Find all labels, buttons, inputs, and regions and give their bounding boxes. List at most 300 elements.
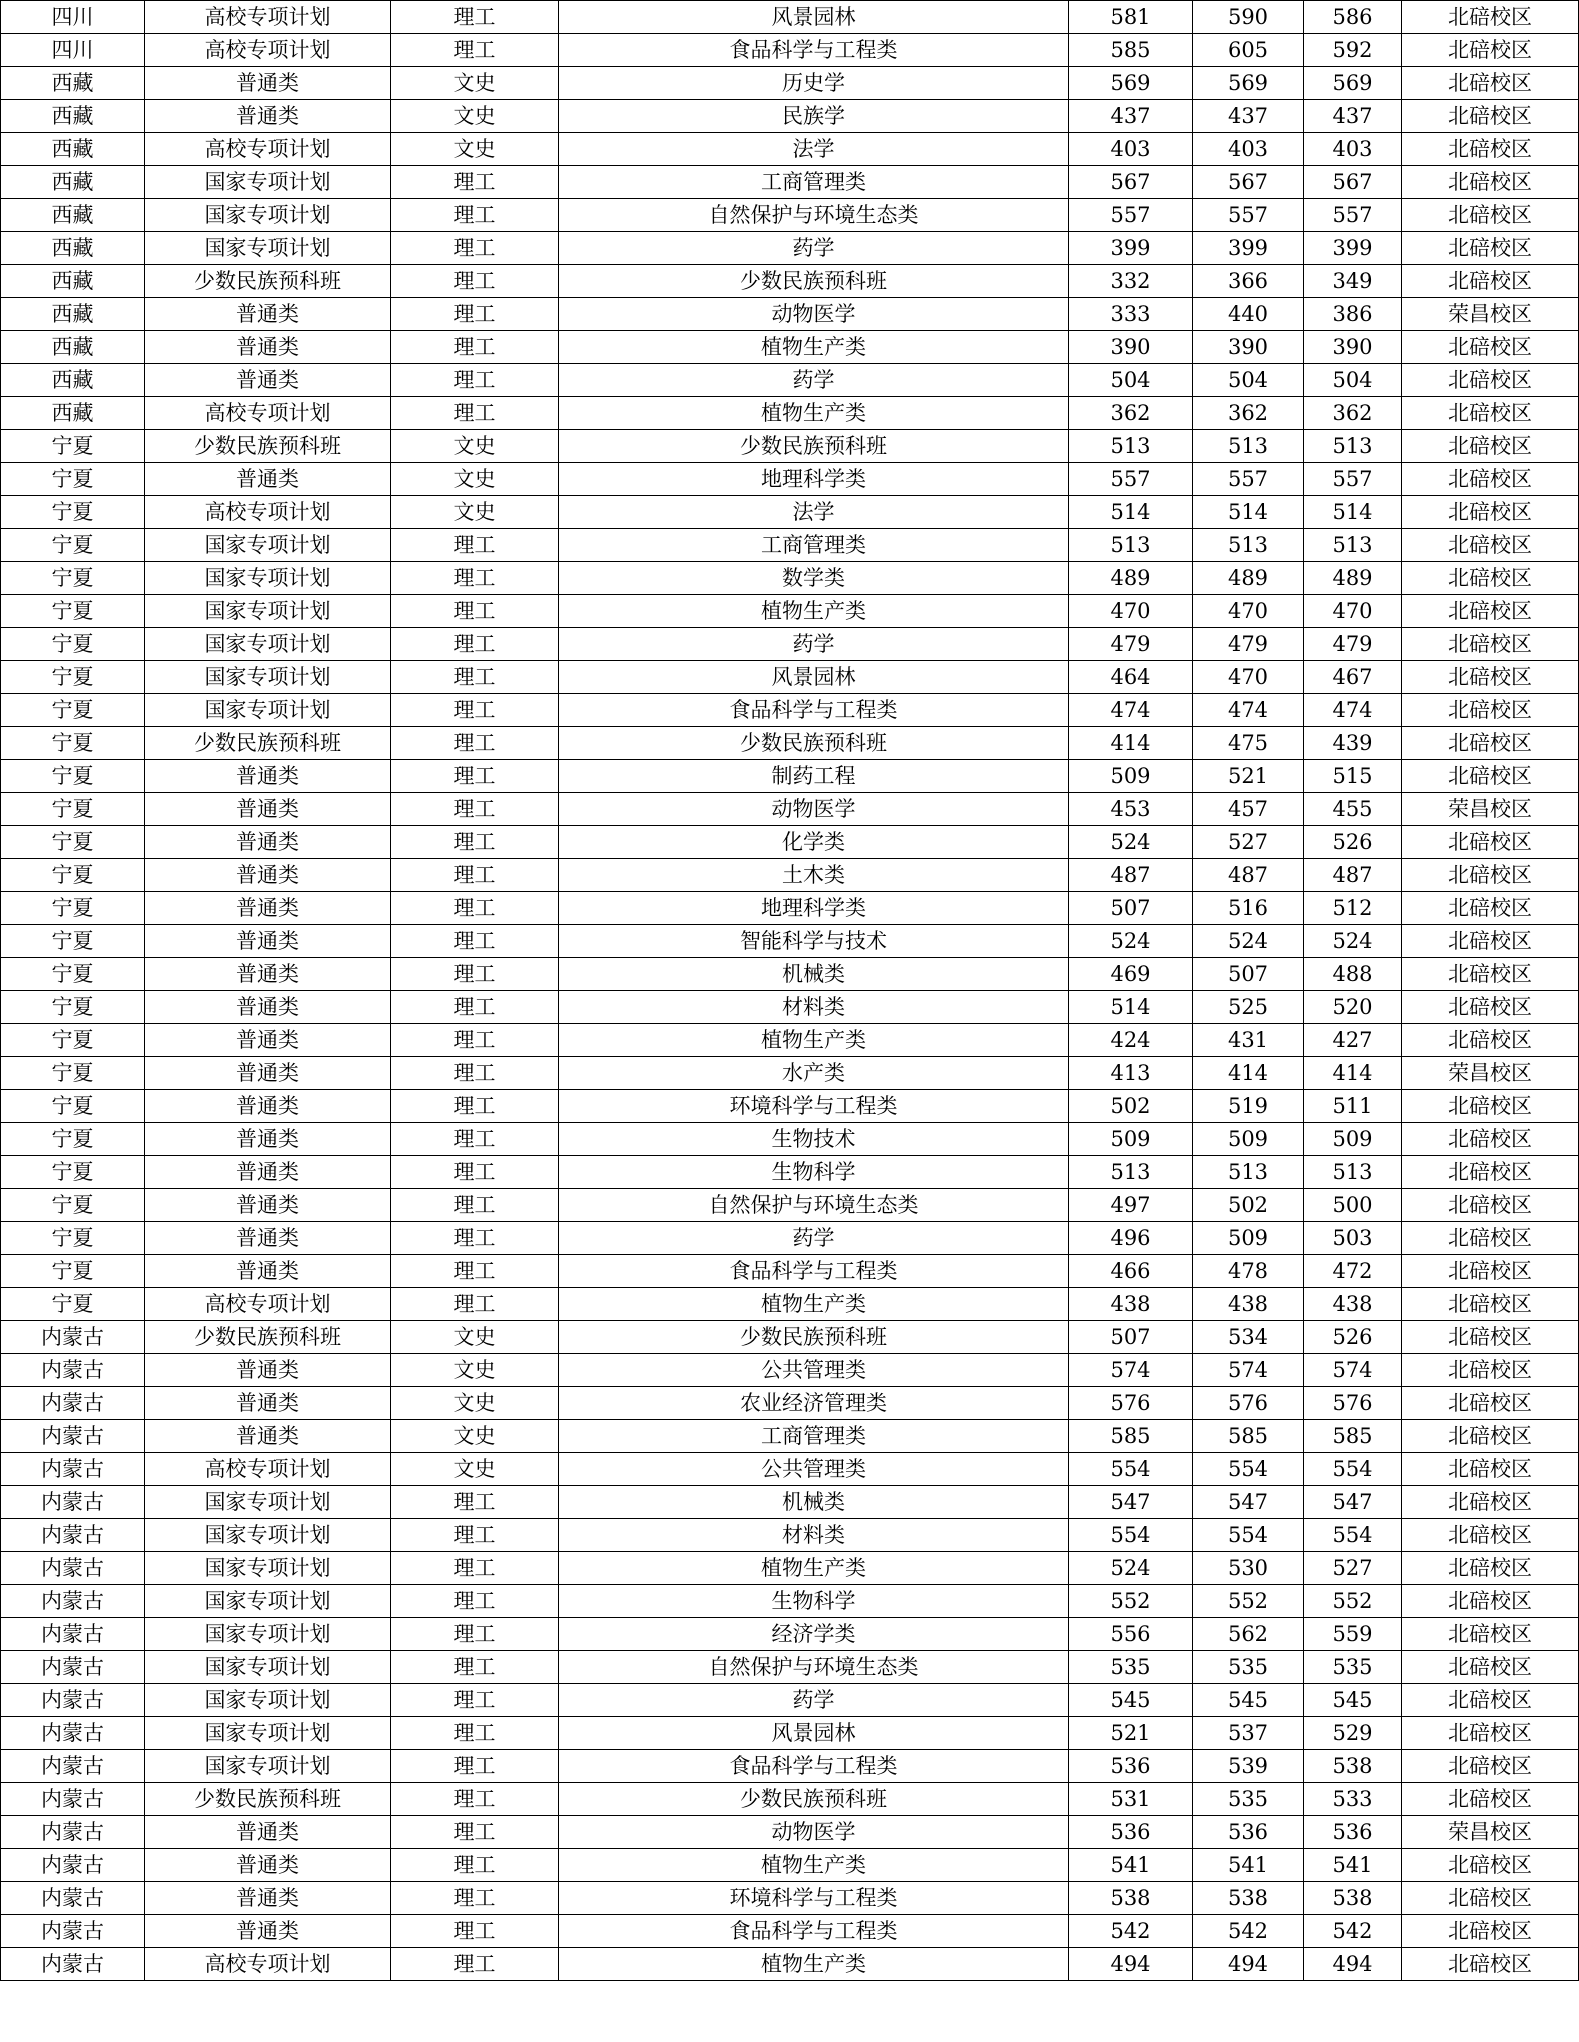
avg-score-cell: 541: [1304, 1849, 1402, 1882]
major-cell: 药学: [559, 1684, 1069, 1717]
max-score-cell: 554: [1193, 1519, 1304, 1552]
province-cell: 宁夏: [1, 430, 145, 463]
avg-score-cell: 576: [1304, 1387, 1402, 1420]
plan-type-cell: 少数民族预科班: [145, 430, 391, 463]
subject-category-cell: 文史: [391, 1354, 559, 1387]
campus-cell: 北碚校区: [1402, 364, 1579, 397]
avg-score-cell: 414: [1304, 1057, 1402, 1090]
campus-cell: 北碚校区: [1402, 958, 1579, 991]
avg-score-cell: 349: [1304, 265, 1402, 298]
max-score-cell: 414: [1193, 1057, 1304, 1090]
major-cell: 工商管理类: [559, 166, 1069, 199]
province-cell: 西藏: [1, 133, 145, 166]
table-row: [1, 1255, 1579, 1288]
subject-category-cell: 文史: [391, 1420, 559, 1453]
avg-score-cell: 554: [1304, 1519, 1402, 1552]
min-score-cell: 413: [1069, 1057, 1193, 1090]
min-score-cell: 469: [1069, 958, 1193, 991]
subject-category-cell: 理工: [391, 1156, 559, 1189]
avg-score-cell: 437: [1304, 100, 1402, 133]
min-score-cell: 521: [1069, 1717, 1193, 1750]
campus-cell: 北碚校区: [1402, 1189, 1579, 1222]
campus-cell: 北碚校区: [1402, 430, 1579, 463]
campus-cell: 北碚校区: [1402, 1915, 1579, 1948]
province-cell: 内蒙古: [1, 1618, 145, 1651]
subject-category-cell: 理工: [391, 1717, 559, 1750]
max-score-cell: 562: [1193, 1618, 1304, 1651]
subject-category-cell: 理工: [391, 1585, 559, 1618]
province-cell: 宁夏: [1, 727, 145, 760]
province-cell: 宁夏: [1, 562, 145, 595]
min-score-cell: 585: [1069, 1420, 1193, 1453]
plan-type-cell: 国家专项计划: [145, 1717, 391, 1750]
province-cell: 内蒙古: [1, 1783, 145, 1816]
province-cell: 西藏: [1, 298, 145, 331]
avg-score-cell: 524: [1304, 925, 1402, 958]
table-row: [1, 991, 1579, 1024]
major-cell: 少数民族预科班: [559, 265, 1069, 298]
table-row: [1, 133, 1579, 166]
major-cell: 环境科学与工程类: [559, 1090, 1069, 1123]
subject-category-cell: 理工: [391, 991, 559, 1024]
max-score-cell: 554: [1193, 1453, 1304, 1486]
major-cell: 动物医学: [559, 1816, 1069, 1849]
province-cell: 内蒙古: [1, 1354, 145, 1387]
table-row: [1, 1453, 1579, 1486]
province-cell: 内蒙古: [1, 1387, 145, 1420]
subject-category-cell: 理工: [391, 1816, 559, 1849]
avg-score-cell: 515: [1304, 760, 1402, 793]
plan-type-cell: 普通类: [145, 1024, 391, 1057]
avg-score-cell: 488: [1304, 958, 1402, 991]
min-score-cell: 403: [1069, 133, 1193, 166]
province-cell: 内蒙古: [1, 1882, 145, 1915]
table-row: [1, 496, 1579, 529]
plan-type-cell: 国家专项计划: [145, 1486, 391, 1519]
subject-category-cell: 理工: [391, 331, 559, 364]
min-score-cell: 541: [1069, 1849, 1193, 1882]
avg-score-cell: 474: [1304, 694, 1402, 727]
max-score-cell: 521: [1193, 760, 1304, 793]
subject-category-cell: 理工: [391, 529, 559, 562]
subject-category-cell: 理工: [391, 232, 559, 265]
province-cell: 宁夏: [1, 925, 145, 958]
campus-cell: 北碚校区: [1402, 496, 1579, 529]
avg-score-cell: 509: [1304, 1123, 1402, 1156]
plan-type-cell: 少数民族预科班: [145, 1783, 391, 1816]
max-score-cell: 567: [1193, 166, 1304, 199]
table-row: [1, 1090, 1579, 1123]
major-cell: 工商管理类: [559, 1420, 1069, 1453]
subject-category-cell: 理工: [391, 793, 559, 826]
min-score-cell: 524: [1069, 1552, 1193, 1585]
campus-cell: 北碚校区: [1402, 925, 1579, 958]
campus-cell: 北碚校区: [1402, 760, 1579, 793]
subject-category-cell: 理工: [391, 199, 559, 232]
min-score-cell: 514: [1069, 991, 1193, 1024]
table-row: [1, 1618, 1579, 1651]
campus-cell: 北碚校区: [1402, 1090, 1579, 1123]
subject-category-cell: 理工: [391, 1651, 559, 1684]
avg-score-cell: 467: [1304, 661, 1402, 694]
province-cell: 宁夏: [1, 826, 145, 859]
major-cell: 风景园林: [559, 661, 1069, 694]
max-score-cell: 527: [1193, 826, 1304, 859]
table-row: [1, 760, 1579, 793]
plan-type-cell: 普通类: [145, 1123, 391, 1156]
avg-score-cell: 513: [1304, 430, 1402, 463]
campus-cell: 北碚校区: [1402, 1, 1579, 34]
plan-type-cell: 国家专项计划: [145, 1750, 391, 1783]
max-score-cell: 513: [1193, 430, 1304, 463]
max-score-cell: 542: [1193, 1915, 1304, 1948]
major-cell: 自然保护与环境生态类: [559, 1189, 1069, 1222]
province-cell: 宁夏: [1, 595, 145, 628]
campus-cell: 北碚校区: [1402, 1519, 1579, 1552]
campus-cell: 北碚校区: [1402, 1717, 1579, 1750]
province-cell: 宁夏: [1, 694, 145, 727]
table-row: [1, 859, 1579, 892]
max-score-cell: 390: [1193, 331, 1304, 364]
campus-cell: 北碚校区: [1402, 1882, 1579, 1915]
max-score-cell: 569: [1193, 67, 1304, 100]
min-score-cell: 557: [1069, 199, 1193, 232]
province-cell: 西藏: [1, 199, 145, 232]
campus-cell: 北碚校区: [1402, 1618, 1579, 1651]
table-row: [1, 925, 1579, 958]
min-score-cell: 542: [1069, 1915, 1193, 1948]
major-cell: 农业经济管理类: [559, 1387, 1069, 1420]
subject-category-cell: 理工: [391, 1849, 559, 1882]
campus-cell: 北碚校区: [1402, 1321, 1579, 1354]
avg-score-cell: 536: [1304, 1816, 1402, 1849]
max-score-cell: 437: [1193, 100, 1304, 133]
subject-category-cell: 理工: [391, 265, 559, 298]
max-score-cell: 403: [1193, 133, 1304, 166]
subject-category-cell: 理工: [391, 958, 559, 991]
major-cell: 材料类: [559, 991, 1069, 1024]
table-row: [1, 1, 1579, 34]
plan-type-cell: 少数民族预科班: [145, 265, 391, 298]
major-cell: 材料类: [559, 1519, 1069, 1552]
major-cell: 工商管理类: [559, 529, 1069, 562]
max-score-cell: 576: [1193, 1387, 1304, 1420]
major-cell: 植物生产类: [559, 595, 1069, 628]
min-score-cell: 509: [1069, 1123, 1193, 1156]
campus-cell: 北碚校区: [1402, 1783, 1579, 1816]
plan-type-cell: 高校专项计划: [145, 496, 391, 529]
max-score-cell: 457: [1193, 793, 1304, 826]
table-row: [1, 265, 1579, 298]
subject-category-cell: 理工: [391, 1882, 559, 1915]
min-score-cell: 502: [1069, 1090, 1193, 1123]
max-score-cell: 366: [1193, 265, 1304, 298]
avg-score-cell: 390: [1304, 331, 1402, 364]
min-score-cell: 489: [1069, 562, 1193, 595]
table-row: [1, 199, 1579, 232]
major-cell: 植物生产类: [559, 1288, 1069, 1321]
major-cell: 生物技术: [559, 1123, 1069, 1156]
major-cell: 智能科学与技术: [559, 925, 1069, 958]
plan-type-cell: 少数民族预科班: [145, 1321, 391, 1354]
major-cell: 土木类: [559, 859, 1069, 892]
subject-category-cell: 理工: [391, 760, 559, 793]
plan-type-cell: 国家专项计划: [145, 1519, 391, 1552]
table-row: [1, 1222, 1579, 1255]
plan-type-cell: 国家专项计划: [145, 1618, 391, 1651]
table-row: [1, 628, 1579, 661]
avg-score-cell: 487: [1304, 859, 1402, 892]
major-cell: 水产类: [559, 1057, 1069, 1090]
plan-type-cell: 普通类: [145, 298, 391, 331]
subject-category-cell: 理工: [391, 1915, 559, 1948]
plan-type-cell: 国家专项计划: [145, 661, 391, 694]
table-row: [1, 1915, 1579, 1948]
province-cell: 内蒙古: [1, 1684, 145, 1717]
max-score-cell: 536: [1193, 1816, 1304, 1849]
province-cell: 内蒙古: [1, 1849, 145, 1882]
campus-cell: 北碚校区: [1402, 1024, 1579, 1057]
plan-type-cell: 普通类: [145, 463, 391, 496]
table-row: [1, 1387, 1579, 1420]
subject-category-cell: 理工: [391, 628, 559, 661]
campus-cell: 北碚校区: [1402, 892, 1579, 925]
avg-score-cell: 547: [1304, 1486, 1402, 1519]
max-score-cell: 362: [1193, 397, 1304, 430]
avg-score-cell: 554: [1304, 1453, 1402, 1486]
avg-score-cell: 399: [1304, 232, 1402, 265]
major-cell: 自然保护与环境生态类: [559, 199, 1069, 232]
min-score-cell: 333: [1069, 298, 1193, 331]
subject-category-cell: 文史: [391, 1453, 559, 1486]
table-row: [1, 34, 1579, 67]
avg-score-cell: 559: [1304, 1618, 1402, 1651]
avg-score-cell: 513: [1304, 1156, 1402, 1189]
province-cell: 内蒙古: [1, 1321, 145, 1354]
plan-type-cell: 高校专项计划: [145, 397, 391, 430]
major-cell: 植物生产类: [559, 1849, 1069, 1882]
campus-cell: 北碚校区: [1402, 529, 1579, 562]
campus-cell: 北碚校区: [1402, 1453, 1579, 1486]
max-score-cell: 487: [1193, 859, 1304, 892]
min-score-cell: 470: [1069, 595, 1193, 628]
subject-category-cell: 文史: [391, 1387, 559, 1420]
province-cell: 宁夏: [1, 463, 145, 496]
table-row: [1, 529, 1579, 562]
subject-category-cell: 理工: [391, 34, 559, 67]
campus-cell: 北碚校区: [1402, 199, 1579, 232]
table-row: [1, 232, 1579, 265]
min-score-cell: 524: [1069, 925, 1193, 958]
min-score-cell: 438: [1069, 1288, 1193, 1321]
table-row: [1, 1156, 1579, 1189]
avg-score-cell: 520: [1304, 991, 1402, 1024]
campus-cell: 北碚校区: [1402, 727, 1579, 760]
campus-cell: 北碚校区: [1402, 232, 1579, 265]
avg-score-cell: 567: [1304, 166, 1402, 199]
table-row: [1, 1882, 1579, 1915]
max-score-cell: 470: [1193, 595, 1304, 628]
major-cell: 公共管理类: [559, 1354, 1069, 1387]
subject-category-cell: 理工: [391, 1090, 559, 1123]
plan-type-cell: 普通类: [145, 1387, 391, 1420]
max-score-cell: 516: [1193, 892, 1304, 925]
campus-cell: 荣昌校区: [1402, 1816, 1579, 1849]
min-score-cell: 545: [1069, 1684, 1193, 1717]
plan-type-cell: 国家专项计划: [145, 199, 391, 232]
plan-type-cell: 普通类: [145, 991, 391, 1024]
plan-type-cell: 普通类: [145, 364, 391, 397]
subject-category-cell: 理工: [391, 892, 559, 925]
plan-type-cell: 普通类: [145, 1189, 391, 1222]
max-score-cell: 475: [1193, 727, 1304, 760]
max-score-cell: 507: [1193, 958, 1304, 991]
max-score-cell: 557: [1193, 199, 1304, 232]
province-cell: 内蒙古: [1, 1552, 145, 1585]
plan-type-cell: 普通类: [145, 1849, 391, 1882]
min-score-cell: 538: [1069, 1882, 1193, 1915]
avg-score-cell: 526: [1304, 1321, 1402, 1354]
province-cell: 内蒙古: [1, 1948, 145, 1981]
max-score-cell: 514: [1193, 496, 1304, 529]
avg-score-cell: 500: [1304, 1189, 1402, 1222]
subject-category-cell: 理工: [391, 1057, 559, 1090]
province-cell: 宁夏: [1, 1189, 145, 1222]
table-row: [1, 1189, 1579, 1222]
max-score-cell: 541: [1193, 1849, 1304, 1882]
avg-score-cell: 489: [1304, 562, 1402, 595]
subject-category-cell: 理工: [391, 1618, 559, 1651]
max-score-cell: 509: [1193, 1222, 1304, 1255]
max-score-cell: 552: [1193, 1585, 1304, 1618]
min-score-cell: 585: [1069, 34, 1193, 67]
major-cell: 植物生产类: [559, 1552, 1069, 1585]
min-score-cell: 531: [1069, 1783, 1193, 1816]
plan-type-cell: 国家专项计划: [145, 628, 391, 661]
table-row: [1, 562, 1579, 595]
subject-category-cell: 理工: [391, 1123, 559, 1156]
avg-score-cell: 535: [1304, 1651, 1402, 1684]
subject-category-cell: 理工: [391, 1189, 559, 1222]
campus-cell: 北碚校区: [1402, 265, 1579, 298]
subject-category-cell: 理工: [391, 1684, 559, 1717]
avg-score-cell: 538: [1304, 1750, 1402, 1783]
plan-type-cell: 普通类: [145, 892, 391, 925]
subject-category-cell: 文史: [391, 67, 559, 100]
max-score-cell: 474: [1193, 694, 1304, 727]
max-score-cell: 574: [1193, 1354, 1304, 1387]
max-score-cell: 399: [1193, 232, 1304, 265]
subject-category-cell: 理工: [391, 1783, 559, 1816]
major-cell: 食品科学与工程类: [559, 34, 1069, 67]
province-cell: 宁夏: [1, 1057, 145, 1090]
subject-category-cell: 理工: [391, 397, 559, 430]
table-row: [1, 331, 1579, 364]
campus-cell: 北碚校区: [1402, 826, 1579, 859]
campus-cell: 北碚校区: [1402, 1486, 1579, 1519]
plan-type-cell: 国家专项计划: [145, 562, 391, 595]
table-row: [1, 892, 1579, 925]
campus-cell: 北碚校区: [1402, 1552, 1579, 1585]
campus-cell: 北碚校区: [1402, 859, 1579, 892]
plan-type-cell: 国家专项计划: [145, 1651, 391, 1684]
province-cell: 宁夏: [1, 1255, 145, 1288]
plan-type-cell: 普通类: [145, 1090, 391, 1123]
major-cell: 植物生产类: [559, 1948, 1069, 1981]
campus-cell: 荣昌校区: [1402, 1057, 1579, 1090]
plan-type-cell: 高校专项计划: [145, 133, 391, 166]
max-score-cell: 535: [1193, 1651, 1304, 1684]
campus-cell: 北碚校区: [1402, 1585, 1579, 1618]
table-row: [1, 958, 1579, 991]
plan-type-cell: 高校专项计划: [145, 1948, 391, 1981]
table-row: [1, 1849, 1579, 1882]
major-cell: 生物科学: [559, 1156, 1069, 1189]
major-cell: 药学: [559, 628, 1069, 661]
province-cell: 宁夏: [1, 628, 145, 661]
max-score-cell: 539: [1193, 1750, 1304, 1783]
province-cell: 内蒙古: [1, 1750, 145, 1783]
max-score-cell: 547: [1193, 1486, 1304, 1519]
table-row: [1, 1519, 1579, 1552]
max-score-cell: 509: [1193, 1123, 1304, 1156]
max-score-cell: 502: [1193, 1189, 1304, 1222]
min-score-cell: 513: [1069, 529, 1193, 562]
campus-cell: 北碚校区: [1402, 67, 1579, 100]
table-row: [1, 298, 1579, 331]
avg-score-cell: 586: [1304, 1, 1402, 34]
province-cell: 宁夏: [1, 1156, 145, 1189]
avg-score-cell: 569: [1304, 67, 1402, 100]
min-score-cell: 554: [1069, 1519, 1193, 1552]
table-row: [1, 727, 1579, 760]
subject-category-cell: 理工: [391, 298, 559, 331]
min-score-cell: 576: [1069, 1387, 1193, 1420]
table-row: [1, 1684, 1579, 1717]
subject-category-cell: 理工: [391, 562, 559, 595]
min-score-cell: 524: [1069, 826, 1193, 859]
plan-type-cell: 高校专项计划: [145, 34, 391, 67]
major-cell: 食品科学与工程类: [559, 694, 1069, 727]
province-cell: 四川: [1, 34, 145, 67]
major-cell: 机械类: [559, 1486, 1069, 1519]
min-score-cell: 514: [1069, 496, 1193, 529]
major-cell: 药学: [559, 1222, 1069, 1255]
avg-score-cell: 470: [1304, 595, 1402, 628]
avg-score-cell: 552: [1304, 1585, 1402, 1618]
avg-score-cell: 592: [1304, 34, 1402, 67]
min-score-cell: 513: [1069, 430, 1193, 463]
subject-category-cell: 理工: [391, 727, 559, 760]
subject-category-cell: 理工: [391, 859, 559, 892]
table-row: [1, 1057, 1579, 1090]
min-score-cell: 535: [1069, 1651, 1193, 1684]
major-cell: 民族学: [559, 100, 1069, 133]
max-score-cell: 537: [1193, 1717, 1304, 1750]
min-score-cell: 536: [1069, 1816, 1193, 1849]
plan-type-cell: 普通类: [145, 100, 391, 133]
table-row: [1, 1816, 1579, 1849]
major-cell: 食品科学与工程类: [559, 1750, 1069, 1783]
plan-type-cell: 普通类: [145, 331, 391, 364]
max-score-cell: 524: [1193, 925, 1304, 958]
province-cell: 宁夏: [1, 529, 145, 562]
province-cell: 内蒙古: [1, 1651, 145, 1684]
plan-type-cell: 国家专项计划: [145, 1684, 391, 1717]
subject-category-cell: 文史: [391, 463, 559, 496]
campus-cell: 北碚校区: [1402, 1156, 1579, 1189]
min-score-cell: 536: [1069, 1750, 1193, 1783]
